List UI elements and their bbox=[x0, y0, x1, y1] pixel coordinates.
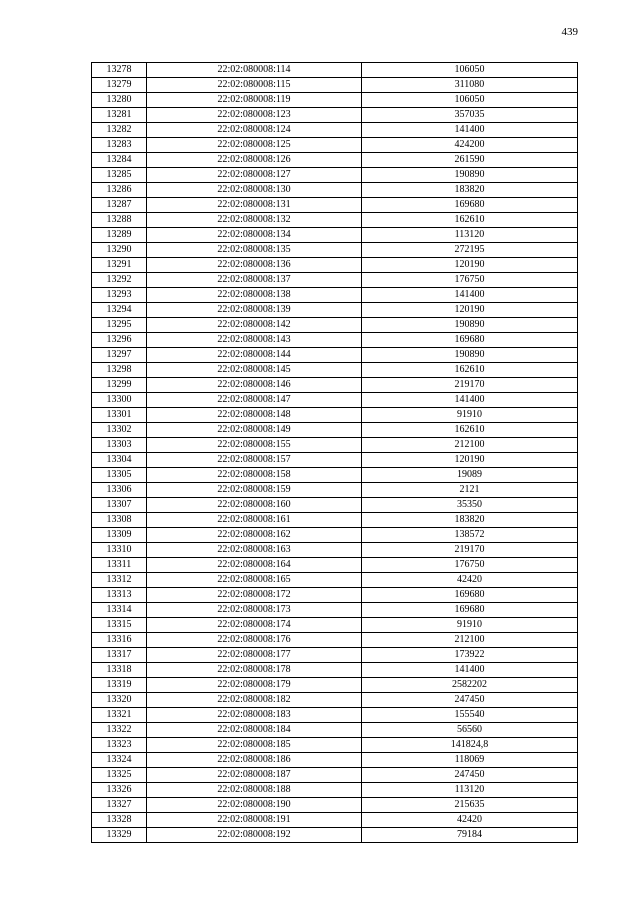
cadastral-number-cell: 22:02:080008:130 bbox=[147, 183, 362, 198]
row-number-cell: 13328 bbox=[92, 813, 147, 828]
value-cell: 106050 bbox=[362, 63, 578, 78]
table-row bbox=[92, 678, 578, 693]
table-row bbox=[92, 228, 578, 243]
cadastral-number-cell: 22:02:080008:149 bbox=[147, 423, 362, 438]
row-number-cell: 13325 bbox=[92, 768, 147, 783]
row-number-cell: 13279 bbox=[92, 78, 147, 93]
row-number-cell: 13319 bbox=[92, 678, 147, 693]
cadastral-number-cell: 22:02:080008:126 bbox=[147, 153, 362, 168]
value-cell: 261590 bbox=[362, 153, 578, 168]
table-row bbox=[92, 468, 578, 483]
value-cell: 169680 bbox=[362, 588, 578, 603]
table-row bbox=[92, 558, 578, 573]
table-row bbox=[92, 708, 578, 723]
row-number-cell: 13303 bbox=[92, 438, 147, 453]
cadastral-number-cell: 22:02:080008:185 bbox=[147, 738, 362, 753]
row-number-cell: 13290 bbox=[92, 243, 147, 258]
value-cell: 311080 bbox=[362, 78, 578, 93]
table-row bbox=[92, 138, 578, 153]
value-cell: 219170 bbox=[362, 543, 578, 558]
row-number-cell: 13297 bbox=[92, 348, 147, 363]
cadastral-number-cell: 22:02:080008:136 bbox=[147, 258, 362, 273]
value-cell: 155540 bbox=[362, 708, 578, 723]
cadastral-number-cell: 22:02:080008:191 bbox=[147, 813, 362, 828]
row-number-cell: 13298 bbox=[92, 363, 147, 378]
table-row bbox=[92, 483, 578, 498]
cadastral-number-cell: 22:02:080008:138 bbox=[147, 288, 362, 303]
row-number-cell: 13312 bbox=[92, 573, 147, 588]
row-number-cell: 13291 bbox=[92, 258, 147, 273]
row-number-cell: 13324 bbox=[92, 753, 147, 768]
table-row bbox=[92, 798, 578, 813]
value-cell: 247450 bbox=[362, 768, 578, 783]
cadastral-number-cell: 22:02:080008:174 bbox=[147, 618, 362, 633]
table-row bbox=[92, 633, 578, 648]
row-number-cell: 13327 bbox=[92, 798, 147, 813]
value-cell: 141400 bbox=[362, 288, 578, 303]
row-number-cell: 13307 bbox=[92, 498, 147, 513]
value-cell: 176750 bbox=[362, 273, 578, 288]
table-row bbox=[92, 423, 578, 438]
table-row bbox=[92, 408, 578, 423]
table-row bbox=[92, 153, 578, 168]
row-number-cell: 13289 bbox=[92, 228, 147, 243]
cadastral-number-cell: 22:02:080008:137 bbox=[147, 273, 362, 288]
cadastral-number-cell: 22:02:080008:147 bbox=[147, 393, 362, 408]
value-cell: 35350 bbox=[362, 498, 578, 513]
table-row bbox=[92, 603, 578, 618]
row-number-cell: 13301 bbox=[92, 408, 147, 423]
value-cell: 42420 bbox=[362, 813, 578, 828]
cadastral-value-table bbox=[91, 62, 578, 843]
value-cell: 183820 bbox=[362, 513, 578, 528]
value-cell: 138572 bbox=[362, 528, 578, 543]
value-cell: 212100 bbox=[362, 438, 578, 453]
cadastral-number-cell: 22:02:080008:186 bbox=[147, 753, 362, 768]
cadastral-number-cell: 22:02:080008:177 bbox=[147, 648, 362, 663]
row-number-cell: 13326 bbox=[92, 783, 147, 798]
row-number-cell: 13280 bbox=[92, 93, 147, 108]
table-row bbox=[92, 108, 578, 123]
row-number-cell: 13305 bbox=[92, 468, 147, 483]
cadastral-number-cell: 22:02:080008:184 bbox=[147, 723, 362, 738]
table-row bbox=[92, 813, 578, 828]
row-number-cell: 13329 bbox=[92, 828, 147, 843]
table-row bbox=[92, 693, 578, 708]
value-cell: 2121 bbox=[362, 483, 578, 498]
row-number-cell: 13283 bbox=[92, 138, 147, 153]
table-row bbox=[92, 738, 578, 753]
cadastral-number-cell: 22:02:080008:157 bbox=[147, 453, 362, 468]
value-cell: 113120 bbox=[362, 228, 578, 243]
cadastral-number-cell: 22:02:080008:148 bbox=[147, 408, 362, 423]
table-row bbox=[92, 273, 578, 288]
value-cell: 424200 bbox=[362, 138, 578, 153]
row-number-cell: 13304 bbox=[92, 453, 147, 468]
row-number-cell: 13284 bbox=[92, 153, 147, 168]
table-row bbox=[92, 348, 578, 363]
row-number-cell: 13320 bbox=[92, 693, 147, 708]
table-row bbox=[92, 168, 578, 183]
value-cell: 190890 bbox=[362, 318, 578, 333]
table-row bbox=[92, 768, 578, 783]
cadastral-number-cell: 22:02:080008:164 bbox=[147, 558, 362, 573]
cadastral-number-cell: 22:02:080008:163 bbox=[147, 543, 362, 558]
row-number-cell: 13318 bbox=[92, 663, 147, 678]
row-number-cell: 13286 bbox=[92, 183, 147, 198]
cadastral-number-cell: 22:02:080008:178 bbox=[147, 663, 362, 678]
row-number-cell: 13321 bbox=[92, 708, 147, 723]
row-number-cell: 13285 bbox=[92, 168, 147, 183]
table-row bbox=[92, 378, 578, 393]
table-row bbox=[92, 588, 578, 603]
table-row bbox=[92, 573, 578, 588]
table-row bbox=[92, 243, 578, 258]
table-row bbox=[92, 618, 578, 633]
table-row bbox=[92, 723, 578, 738]
row-number-cell: 13282 bbox=[92, 123, 147, 138]
cadastral-number-cell: 22:02:080008:190 bbox=[147, 798, 362, 813]
row-number-cell: 13299 bbox=[92, 378, 147, 393]
table-row bbox=[92, 363, 578, 378]
row-number-cell: 13314 bbox=[92, 603, 147, 618]
value-cell: 272195 bbox=[362, 243, 578, 258]
row-number-cell: 13296 bbox=[92, 333, 147, 348]
value-cell: 219170 bbox=[362, 378, 578, 393]
table-row bbox=[92, 513, 578, 528]
row-number-cell: 13292 bbox=[92, 273, 147, 288]
cadastral-number-cell: 22:02:080008:123 bbox=[147, 108, 362, 123]
cadastral-number-cell: 22:02:080008:176 bbox=[147, 633, 362, 648]
cadastral-number-cell: 22:02:080008:144 bbox=[147, 348, 362, 363]
table-row bbox=[92, 123, 578, 138]
row-number-cell: 13278 bbox=[92, 63, 147, 78]
row-number-cell: 13287 bbox=[92, 198, 147, 213]
value-cell: 91910 bbox=[362, 618, 578, 633]
value-cell: 79184 bbox=[362, 828, 578, 843]
row-number-cell: 13295 bbox=[92, 318, 147, 333]
row-number-cell: 13310 bbox=[92, 543, 147, 558]
row-number-cell: 13323 bbox=[92, 738, 147, 753]
value-cell: 162610 bbox=[362, 423, 578, 438]
cadastral-number-cell: 22:02:080008:183 bbox=[147, 708, 362, 723]
table-row bbox=[92, 393, 578, 408]
table-row bbox=[92, 288, 578, 303]
table-row bbox=[92, 63, 578, 78]
table-row bbox=[92, 663, 578, 678]
cadastral-number-cell: 22:02:080008:125 bbox=[147, 138, 362, 153]
page-number: 439 bbox=[561, 26, 578, 38]
value-cell: 120190 bbox=[362, 258, 578, 273]
cadastral-number-cell: 22:02:080008:172 bbox=[147, 588, 362, 603]
cadastral-number-cell: 22:02:080008:142 bbox=[147, 318, 362, 333]
cadastral-number-cell: 22:02:080008:188 bbox=[147, 783, 362, 798]
value-cell: 162610 bbox=[362, 363, 578, 378]
table-row bbox=[92, 528, 578, 543]
cadastral-number-cell: 22:02:080008:135 bbox=[147, 243, 362, 258]
table-row bbox=[92, 543, 578, 558]
row-number-cell: 13306 bbox=[92, 483, 147, 498]
table-row bbox=[92, 198, 578, 213]
value-cell: 169680 bbox=[362, 603, 578, 618]
row-number-cell: 13308 bbox=[92, 513, 147, 528]
cadastral-number-cell: 22:02:080008:160 bbox=[147, 498, 362, 513]
table-row bbox=[92, 753, 578, 768]
row-number-cell: 13293 bbox=[92, 288, 147, 303]
cadastral-number-cell: 22:02:080008:134 bbox=[147, 228, 362, 243]
cadastral-number-cell: 22:02:080008:158 bbox=[147, 468, 362, 483]
value-cell: 247450 bbox=[362, 693, 578, 708]
value-cell: 190890 bbox=[362, 348, 578, 363]
cadastral-number-cell: 22:02:080008:143 bbox=[147, 333, 362, 348]
cadastral-number-cell: 22:02:080008:114 bbox=[147, 63, 362, 78]
value-cell: 91910 bbox=[362, 408, 578, 423]
cadastral-number-cell: 22:02:080008:127 bbox=[147, 168, 362, 183]
row-number-cell: 13300 bbox=[92, 393, 147, 408]
table-row bbox=[92, 183, 578, 198]
cadastral-number-cell: 22:02:080008:115 bbox=[147, 78, 362, 93]
cadastral-number-cell: 22:02:080008:187 bbox=[147, 768, 362, 783]
value-cell: 42420 bbox=[362, 573, 578, 588]
cadastral-number-cell: 22:02:080008:139 bbox=[147, 303, 362, 318]
value-cell: 141400 bbox=[362, 393, 578, 408]
cadastral-number-cell: 22:02:080008:131 bbox=[147, 198, 362, 213]
row-number-cell: 13302 bbox=[92, 423, 147, 438]
value-cell: 169680 bbox=[362, 333, 578, 348]
value-cell: 56560 bbox=[362, 723, 578, 738]
value-cell: 162610 bbox=[362, 213, 578, 228]
row-number-cell: 13294 bbox=[92, 303, 147, 318]
value-cell: 183820 bbox=[362, 183, 578, 198]
cadastral-number-cell: 22:02:080008:192 bbox=[147, 828, 362, 843]
table-row bbox=[92, 303, 578, 318]
cadastral-number-cell: 22:02:080008:162 bbox=[147, 528, 362, 543]
row-number-cell: 13322 bbox=[92, 723, 147, 738]
value-cell: 141824,8 bbox=[362, 738, 578, 753]
cadastral-number-cell: 22:02:080008:159 bbox=[147, 483, 362, 498]
cadastral-number-cell: 22:02:080008:182 bbox=[147, 693, 362, 708]
cadastral-number-cell: 22:02:080008:132 bbox=[147, 213, 362, 228]
value-cell: 215635 bbox=[362, 798, 578, 813]
table-row bbox=[92, 783, 578, 798]
table-row bbox=[92, 648, 578, 663]
cadastral-number-cell: 22:02:080008:119 bbox=[147, 93, 362, 108]
table-row bbox=[92, 258, 578, 273]
table-row bbox=[92, 213, 578, 228]
row-number-cell: 13313 bbox=[92, 588, 147, 603]
cadastral-number-cell: 22:02:080008:146 bbox=[147, 378, 362, 393]
table-row bbox=[92, 93, 578, 108]
table-row bbox=[92, 453, 578, 468]
value-cell: 357035 bbox=[362, 108, 578, 123]
value-cell: 169680 bbox=[362, 198, 578, 213]
cadastral-number-cell: 22:02:080008:155 bbox=[147, 438, 362, 453]
table-row bbox=[92, 828, 578, 843]
value-cell: 176750 bbox=[362, 558, 578, 573]
table-row bbox=[92, 333, 578, 348]
value-cell: 106050 bbox=[362, 93, 578, 108]
value-cell: 173922 bbox=[362, 648, 578, 663]
row-number-cell: 13315 bbox=[92, 618, 147, 633]
table-row bbox=[92, 318, 578, 333]
cadastral-number-cell: 22:02:080008:124 bbox=[147, 123, 362, 138]
value-cell: 141400 bbox=[362, 663, 578, 678]
value-cell: 120190 bbox=[362, 303, 578, 318]
value-cell: 212100 bbox=[362, 633, 578, 648]
value-cell: 2582202 bbox=[362, 678, 578, 693]
row-number-cell: 13316 bbox=[92, 633, 147, 648]
value-cell: 120190 bbox=[362, 453, 578, 468]
row-number-cell: 13311 bbox=[92, 558, 147, 573]
cadastral-number-cell: 22:02:080008:173 bbox=[147, 603, 362, 618]
value-cell: 141400 bbox=[362, 123, 578, 138]
row-number-cell: 13288 bbox=[92, 213, 147, 228]
table-row bbox=[92, 498, 578, 513]
cadastral-number-cell: 22:02:080008:165 bbox=[147, 573, 362, 588]
value-cell: 113120 bbox=[362, 783, 578, 798]
row-number-cell: 13317 bbox=[92, 648, 147, 663]
row-number-cell: 13281 bbox=[92, 108, 147, 123]
value-cell: 190890 bbox=[362, 168, 578, 183]
value-cell: 118069 bbox=[362, 753, 578, 768]
cadastral-number-cell: 22:02:080008:179 bbox=[147, 678, 362, 693]
value-cell: 19089 bbox=[362, 468, 578, 483]
cadastral-number-cell: 22:02:080008:145 bbox=[147, 363, 362, 378]
table-body bbox=[92, 63, 578, 843]
cadastral-number-cell: 22:02:080008:161 bbox=[147, 513, 362, 528]
row-number-cell: 13309 bbox=[92, 528, 147, 543]
table-row bbox=[92, 438, 578, 453]
table-row bbox=[92, 78, 578, 93]
